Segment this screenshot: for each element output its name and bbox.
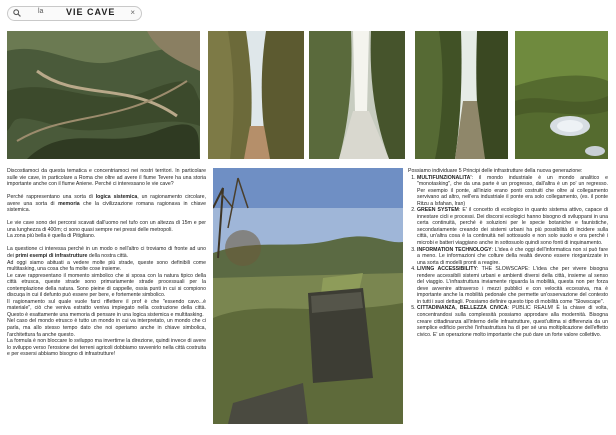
gorge-photo-1	[208, 31, 304, 159]
paragraph: Il ragionamento sul quale vuole farci riflettere il prof è che "essendo cavo...è materiale", ciò che veniva estratto veniva impiegato nella costruzione della città. Questo è esattamente una memoria di pensare in una logica sistemica e multitasking.	[7, 298, 206, 318]
emphasis: primi esempi di infrastrutture	[15, 252, 88, 259]
paragraph: Ad oggi siamo abituati a vedere molte più strade, queste sono definibili come multitasking, una cosa che fa molte cose insieme.	[7, 259, 206, 273]
aerial-view-photo	[7, 31, 200, 159]
paragraph: Perché rappresentano una sorta di logica sistemica, un ragionamento circolare, avere una sorta di memoria che la civilizzazione romana ragionava in chiave sistemica.	[7, 194, 207, 214]
gorge-photo-3	[415, 31, 508, 159]
paragraph: La zona più bella è quella di Pitigliano.	[7, 233, 96, 240]
search-icon	[13, 9, 21, 17]
search-prefix: la	[38, 8, 44, 15]
paragraph: La questione ci interessa perché in un modo o nell'altro ci troviamo di fronte ad uno dei primi esempi di infrastrutture della nostra città.	[7, 246, 206, 259]
list-item: 5. CITTADINANZA, BELLEZZA CIVICA: PUBLIC REALM! È la chiave di volta, concentrandosi sulla complessità possiamo approdare alla modernità. Bisogna creare cittadinanza all'interno delle infrastrutture, quest'ultima si differenzia da un semplice edificio perché l'infrastruttura ha di per sé una moltiplicazione dell'effetto civico. E' un operazione molto importante che può dare un forte valore collettivo.	[417, 305, 608, 338]
search-query[interactable]: VIE CAVE	[66, 7, 116, 17]
principles-intro: Possiamo individuare 5 Principi delle infrastrutture della nuova generazione:	[408, 168, 583, 174]
list-item: 3. INFORMATION TECHNOLOGY: L'idea è che oggi dell'informatica non si può fare a meno. Le informazioni che colture della realtà devono essere riorganizzate in una sorta di modelli pronti a reagire.	[417, 247, 608, 267]
clear-search-button[interactable]: ×	[130, 8, 135, 17]
list-item: 4. LIVING ACCESSIBILITY: THE SLOWSCAPE: L'idea che per vivere bisogna rendere accessibili sistemi urbani e ambienti diversi della città, insieme al senso del viaggio. L'infrastruttura inviamente riguarda la mobilità, questa non per forza deve avvenire attraverso i mezzi pubblici e con velocità eccessiva, ma è importante anche la mobilità pedonale che permette un'osservazione del contesto in tutti i suoi dettagli. Possiamo definire questo tipo di mobilità come "Slowscape".	[417, 266, 608, 305]
list-item: 1. MULTIFUNZIONALITA': il mondo industriale è un mondo analitico e "monotasking", che da una parte è un progresso, dall'altra è un po' un regresso. Per esempio il ponte, all'inizio erano ponti costruiti che oltre al collegamento servivano ad altro, nell'era industriale il ponte era solo collegamento, (es. il ponte Ritzu a Isfahan, Iran)	[417, 175, 608, 208]
principles-list	[408, 175, 608, 339]
paragraph: Nel caso del mondo etrusco è tutto un mondo in cui va interpretato, un mondo che ci parla, ma allo stesso tempo dato che noi operiamo anche in chiave simbolica, l'architettura fa anche questo.	[7, 318, 206, 338]
left-text-column	[7, 168, 206, 364]
emphasis: memoria	[58, 200, 80, 207]
paragraph: Discostiamoci da questa tematica e concentriamoci nei nostri territori. In particolare sulle vie cave, in particolare a Roma che oltre ad avere il fiume Tevere ha una storia importante anche con il fiume Aniene. Perché ci interessano le vie cave?	[7, 168, 206, 188]
list-item: 2. GREEN SYSTEM: E' il concetto di ecologico in quanto sistema attivo, capace di innestare cicli e processi. Dei discorsi ecologici hanno bisogno di svilupparsi in una certa continuità, perché è soluzioni per le specie botaniche e faunistiche, secondariamente creando dei sistemi urbani ha più possibilità di incidere sulla città, un'altra cosa è la continuità nel sottosuolo e non solo suolo e ora perché i microbi e batteri viaggiano anche in sottosuolo quindi sono fonti di inquinamento.	[417, 207, 608, 246]
landscape-photo	[213, 168, 403, 424]
paragraph: Le vie cave sono dei percorsi scavati dall'uomo nel tufo con un altezza di 15m e per una lunghezza di 400m; ci sono quasi sempre nei pressi delle metropoli.	[7, 220, 206, 233]
search-bar[interactable]	[7, 6, 142, 21]
paragraph: La formula è non bloccare lo sviluppo ma invertirne la direzione, quindi invece di avere lo sviluppo verso l'erosione dei terreni agricoli dobbiamo ravvenirlo nella città costruita e per essersi abbiamo bisogno di infrastrutture!	[7, 338, 206, 358]
gorge-photo-2	[309, 31, 405, 159]
right-text-column	[408, 168, 608, 338]
gorge-photo-4	[515, 31, 608, 159]
emphasis: logica sistemica	[95, 194, 138, 201]
paragraph: Le cave rappresentano il momento simbolico che si sposa con la natura tipico della città etrusca, queste strade sono primariamente strade processuali per la contemplazione della natura. Sono pieine di cappelle, ossia punti in cui si compiono discuqa in cui il defunto può essere per bere, e fortemente simbolico.	[7, 272, 206, 299]
